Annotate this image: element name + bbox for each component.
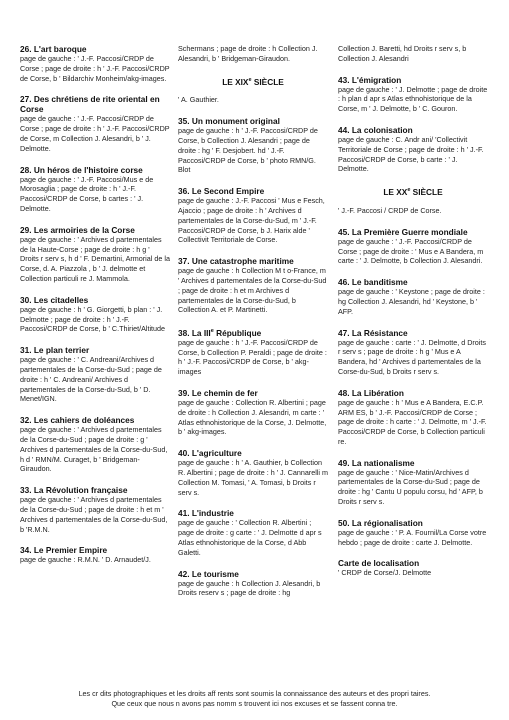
- chapter-title: 28. Un héros de l'histoire corse: [20, 164, 143, 175]
- credit-text: page de gauche : ' P. A. Fournil/La Corse votre hebdo ; page de droite : carte J. Delmotte.: [338, 527, 487, 547]
- credit-text: Schermans ; page de droite : h Collection J. Alesandri, b ' Bridgeman-Giraudon.: [178, 44, 318, 63]
- credit-text: page de gauche : C. Andr ani/ 'Collectivit Territoriale de Corse ; page de droite : h ' J.-F. Paccosi/CRDP de Corse, b carte : ' J. Delmotte.: [338, 134, 484, 174]
- chapter-title: 48. La Libération: [338, 387, 404, 398]
- credit-text: page de gauche : ' J.-F. Paccosi/Mus e de Morosaglia ; page de droite : h ' J.-F. Paccosi/CRDP de Corse, b cartes : ' J. Delmotte.: [20, 174, 154, 213]
- credit-text: page de gauche : ' Archives d partementales de la Corse-du-Sud ; page de droite : h et m ' Archives d partementales de la Corse-du-Sud, b 'R.M.N.: [20, 495, 168, 534]
- credit-text: page de gauche : h Collection M t o-France, m ' Archives d partementales de la Corse-du-Sud ; page de droite : h et m Archives d partementales de la Corse-du-Sud, b Collection A. et P. Martinetti.: [178, 266, 327, 315]
- credit-entry: [20, 295, 170, 334]
- credit-text: ' CRDP de Corse/J. Delmotte: [338, 568, 432, 578]
- credit-text: ' J.-F. Paccosi / CRDP de Corse.: [338, 205, 442, 215]
- credit-entry: [338, 388, 488, 447]
- credit-text: page de gauche : ' Keystone ; page de droite : hg Collection J. Alesandri, hd ' Keystone, b ' AFP.: [338, 287, 485, 316]
- credit-text: page de gauche : ' J.-F. Paccosi/CRDP de Corse ; page de droite : ' Mus e A Bandera, m carte : ' J. Delmotte, b Collection J. Alesandri.: [338, 236, 484, 266]
- credit-text: page de gauche : Collection R. Albertini ; page de droite : h Collection J. Alesandri, m carte : ' Atlas ethnohistorique de la Corse, J. Delmotte, b ' akg-images.: [178, 398, 327, 437]
- credit-entry: [178, 95, 328, 105]
- credit-entry: [20, 165, 170, 214]
- credit-text: page de gauche : ' Collection R. Albertini ; page de droite : g carte : ' J. Delmotte d apr s Atlas ethnohistorique de la Corse, d Abb Galetti.: [178, 518, 322, 557]
- chapter-title: 46. Le banditisme: [338, 277, 408, 288]
- credit-text: page de gauche : R.M.N. ' D. Arnaudet/J.: [20, 555, 151, 565]
- credit-text: page de gauche : h ' Mus e A Bandera, E.C.P. ARM ES, b ' J.-F. Paccosi/CRDP de Corse ; page de droite : h carte : ' J. Delmotte, m ' J.-F. Paccosi/CRDP de Corse, b Collection particuli re.: [338, 397, 487, 446]
- credit-entry: [338, 75, 488, 114]
- credit-entry: [338, 277, 488, 316]
- chapter-title: 27. Des chrétiens de rite oriental en Corse: [20, 94, 160, 115]
- chapter-title: Carte de localisation: [338, 558, 420, 569]
- footer-line-2: Que ceux que nous n avons pas nomm s trouvent ici nos excuses et se fassent conna tre.: [111, 698, 398, 708]
- section-heading: LE XIXe SIÈCLE: [222, 76, 284, 87]
- chapter-title: 47. La Résistance: [338, 327, 408, 338]
- chapter-title: 26. L'art baroque: [20, 44, 87, 54]
- credit-text: page de gauche : ' J.-F. Paccosi/CRDP de Corse ; page de droite : h ' J.-F. Paccosi/CRDP de Corse, b ' Bildarchiv Monheim/akg-images.: [20, 54, 170, 83]
- chapter-title: 41. L'industrie: [178, 508, 234, 519]
- credit-entry: [338, 558, 488, 578]
- credit-entry: [178, 569, 328, 599]
- credit-text: page de gauche : h ' G. Giorgetti, b plan : ' J. Delmotte ; page de droite : h ' J.-F. Paccosi/CRDP de Corse, b ' C.Thiriet/Altitude: [20, 304, 166, 334]
- credit-text: page de gauche : ' Nice-Matin/Archives d partementales de la Corse-du-Sud ; page de droite : hg ' Cantu U populu corsu, hd ' AFP, b Droits r serv s.: [338, 467, 483, 507]
- chapter-title: 42. Le tourisme: [178, 568, 239, 579]
- credit-entry: [178, 116, 328, 175]
- credits-column-2: [178, 44, 328, 609]
- credit-entry: [20, 415, 170, 474]
- credit-entry: [178, 44, 328, 64]
- chapter-title: 50. La régionalisation: [338, 517, 423, 528]
- credit-text: page de gauche : ' C. Andreani/Archives d partementales de la Corse-du-Sud ; page de droite : h ' C. Andreani/ Archives d partementales de la Corse-du-Sud, b ' D. Menet/IGN.: [20, 355, 162, 404]
- chapter-title: 34. Le Premier Empire: [20, 545, 108, 556]
- credit-text: page de gauche : ' J. Delmotte ; page de droite : h plan d apr s Atlas ethnohistorique de la Corse, m ' J. Delmotte, b ' C. Gouron.: [338, 84, 488, 114]
- credit-entry: [338, 206, 488, 216]
- chapter-title: 36. Le Second Empire: [178, 186, 265, 197]
- credit-text: page de gauche : h ' J.-F. Paccosi/CRDP de Corse, b Collection P. Peraldi ; page de droite : h ' J.-F. Paccosi/CRDP de Corse, b ' akg-images: [178, 337, 327, 377]
- credit-entry: [178, 448, 328, 497]
- chapter-title: 32. Les cahiers de doléances: [20, 415, 135, 426]
- chapter-title: 38. La IIIe République: [178, 327, 262, 338]
- credit-text: page de gauche : ' J.-F. Paccosi/CRDP de Corse ; page de droite : h ' J.-F. Paccosi/CRDP de Corse, m Collection J. Alesandri, b ' J. Delmotte.: [20, 114, 170, 153]
- chapter-title: 35. Un monument original: [178, 116, 280, 127]
- credits-footer: [20, 689, 489, 709]
- chapter-title: 29. Les armoiries de la Corse: [20, 224, 135, 235]
- credit-entry: [20, 545, 170, 565]
- credit-entry: [178, 326, 328, 377]
- credit-entry: [20, 345, 170, 404]
- credit-entry: [338, 328, 488, 377]
- credit-entry: [178, 256, 328, 315]
- credits-column-1: [20, 44, 170, 576]
- chapter-title: 43. L'émigration: [338, 74, 402, 85]
- chapter-title: 40. L'agriculture: [178, 448, 242, 459]
- chapter-title: 30. Les citadelles: [20, 294, 89, 305]
- credit-entry: [338, 125, 488, 174]
- credit-text: page de gauche : h Collection J. Alesandri, b Droits reserv s ; page de droite : hg: [178, 578, 321, 598]
- chapter-title: 44. La colonisation: [338, 124, 413, 135]
- credit-entry: [178, 186, 328, 245]
- credit-entry: [178, 388, 328, 437]
- credit-text: page de gauche : h ' A. Gauthier, b Collection R. Albertini ; page de droite : h ' J. Cannarelli m Collection M. Tomasi, ' A. Tomasi, b Droits r serv s.: [178, 458, 328, 497]
- credit-text: page de gauche : ' Archives d partementales de la Haute-Corse ; page de droite : h g ' Droits r serv s, h d ' F. Demartini, Armorial de la Corse, d. A. Piazzola , b ' J. delmotte et Collection particuli re J. Mammola.: [20, 234, 170, 283]
- credit-entry: [178, 508, 328, 557]
- credit-text: page de gauche : carte : ' J. Delmotte, d Droits r serv s ; page de droite : h g ' Mus e A Bandera, hd ' Archives d partementales de la Corse-du-Sud, b Droits r serv s.: [338, 337, 486, 376]
- chapter-title: 37. Une catastrophe maritime: [178, 256, 294, 267]
- chapter-title: 39. Le chemin de fer: [178, 388, 258, 399]
- credit-entry: [20, 225, 170, 284]
- credit-entry: [338, 518, 488, 548]
- credit-text: Collection J. Baretti, hd Droits r serv s, b Collection J. Alesandri: [338, 44, 467, 63]
- chapter-title: 33. La Révolution française: [20, 485, 128, 496]
- credits-column-3: [338, 44, 488, 589]
- footer-line-1: Les cr dits photographiques et les droits aff rents sont soumis la connaissance des auteurs et des propri taires.: [78, 689, 431, 698]
- credit-entry: [338, 44, 488, 64]
- credit-entry: [20, 94, 170, 153]
- chapter-title: 31. Le plan terrier: [20, 345, 90, 356]
- credit-text: page de gauche : ' Archives d partementales de la Corse-du-Sud ; page de droite : g ' Archives d partementales de la Corse-du-Sud, h d ' RMN/M. Curaget, b ' Bridgeman-Giraudon.: [20, 425, 168, 474]
- chapter-title: 49. La nationalisme: [338, 457, 415, 468]
- credit-entry: [20, 44, 170, 83]
- section-heading: LE XXe SIÈCLE: [383, 186, 443, 197]
- credit-text: page de gauche : h ' J.-F. Paccosi/CRDP de Corse, b Collection J. Alesandri ; page de droite : hg ' F. Desjobert. hd ' J.-F. Paccosi/CRDP de Corse, b ' photo RMN/G. Blot: [178, 126, 318, 175]
- credit-text: page de gauche : J.-F. Paccosi ' Mus e Fesch, Ajaccio ; page de droite : h ' Archives d partementales de la Corse-du-Sud, m ' J.-F. Paccosi/CRDP de Corse, b J. Harix alde ' Collectivit Territoriale de Corse.: [178, 196, 325, 245]
- chapter-title: 45. La Première Guerre mondiale: [338, 226, 468, 237]
- credit-entry: [338, 458, 488, 507]
- credit-entry: [338, 227, 488, 266]
- credit-text: ' A. Gauthier.: [178, 95, 219, 105]
- credit-entry: [20, 485, 170, 534]
